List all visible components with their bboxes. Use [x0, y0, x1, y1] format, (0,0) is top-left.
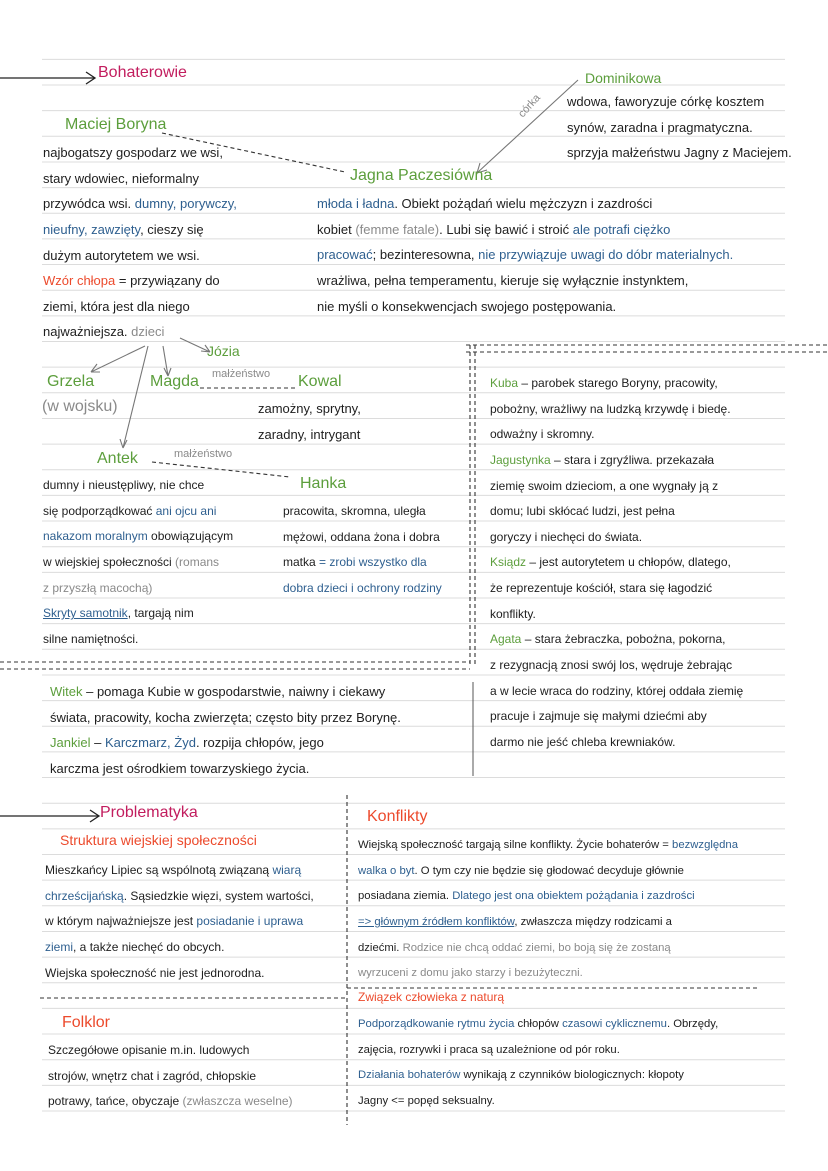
arrow-dzieci-grzela	[91, 346, 145, 372]
text-segment: z rezygnacją znosi swój los, wędruje żebrając	[490, 658, 733, 673]
text-line	[283, 576, 442, 602]
text-segment: . Obrzędy,	[666, 1018, 719, 1030]
text-segment: . rozpija chłopów, jego	[195, 735, 324, 751]
text-segment: wynikają z czynników biologicznych: kłopoty	[460, 1069, 684, 1082]
text-segment: dużym autorytetem we wsi.	[43, 247, 200, 263]
text-segment: Skryty samotnik	[43, 606, 128, 621]
text-segment: przywódca wsi.	[43, 196, 135, 212]
text-segment: Jagny <= popęd seksualny.	[358, 1094, 495, 1107]
name-antek: Antek	[97, 450, 138, 467]
text-line	[567, 89, 792, 115]
text-segment: sprzyja małżeństwu Jagny z Maciejem.	[567, 145, 792, 161]
text-line	[490, 730, 743, 756]
text-segment: – parobek starego Boryny, pracowity,	[518, 376, 718, 390]
dominikowa-description	[567, 89, 792, 166]
text-segment: , targają nim	[127, 606, 194, 621]
text-line	[43, 191, 237, 217]
name-hanka: Hanka	[300, 475, 347, 492]
kowal-description	[258, 396, 361, 447]
text-segment: – jest autorytetem u chłopów, dlatego,	[526, 555, 731, 570]
text-line	[358, 910, 738, 936]
text-segment: świata, pracowity, kocha zwierzęta; często bity przez Borynę.	[50, 709, 401, 725]
text-segment: = przywiązany do	[115, 273, 220, 289]
text-line	[490, 422, 743, 448]
folklore-title: Folklor	[62, 1014, 111, 1031]
text-segment: konflikty.	[490, 606, 536, 621]
text-line	[490, 499, 743, 525]
name-boryna: Maciej Boryna	[65, 116, 167, 133]
text-segment: Ksiądz	[490, 555, 527, 570]
text-segment: w wiejskiej społeczności	[43, 554, 176, 569]
text-line	[43, 268, 237, 294]
name-magda: Magda	[150, 373, 199, 390]
text-line	[490, 397, 743, 423]
text-line	[283, 525, 442, 551]
text-line	[43, 524, 233, 550]
text-line	[490, 679, 743, 705]
text-segment: zaradny, intrygant	[258, 426, 361, 442]
text-segment: ani ojcu ani	[155, 503, 217, 518]
text-line	[43, 576, 233, 602]
text-line	[317, 191, 733, 217]
text-segment: (zwłaszcza weselne)	[182, 1094, 293, 1109]
text-segment: pracuje i zajmuje się małymi dziećmi aby	[490, 709, 707, 724]
text-line	[358, 1038, 718, 1064]
text-segment: wiarą	[272, 863, 302, 877]
text-line	[358, 1063, 718, 1089]
text-segment: chłopów	[514, 1018, 563, 1030]
text-segment: wrażliwa, pełna temperamentu, kieruje się wyłącznie instynktem,	[317, 272, 689, 288]
text-segment: => głównym źródłem konfliktów	[358, 915, 515, 928]
arrow-bohaterowie	[0, 72, 95, 84]
text-segment: wyrzuceni z domu jako starzy i bezużyteczni.	[358, 967, 583, 980]
text-segment: – stara i zgryźliwa. przekazała	[550, 452, 715, 467]
text-line	[490, 525, 743, 551]
text-segment: Jankiel	[50, 735, 91, 751]
hanka-description	[283, 499, 442, 602]
text-segment: silne namiętności.	[43, 631, 139, 646]
name-jozia: Józia	[207, 343, 240, 359]
text-line	[50, 705, 401, 731]
text-segment: odważny i skromny.	[490, 427, 595, 442]
text-segment: Wiejska społeczność nie jest jednorodna.	[45, 965, 265, 980]
text-segment: ziemię swoim dzieciom, a one wygnały ją z	[490, 478, 719, 493]
text-line	[48, 1089, 293, 1115]
text-line	[43, 140, 237, 166]
text-segment: Agata	[490, 632, 522, 647]
text-segment: młoda i ładna	[317, 196, 395, 211]
text-line	[45, 961, 314, 987]
text-segment: . Lubi się bawić i stroić	[439, 221, 573, 237]
text-segment: czasowi cyklicznemu	[562, 1018, 667, 1030]
text-line	[567, 140, 792, 166]
text-line	[490, 448, 743, 474]
text-segment: ziemi	[45, 939, 74, 954]
arrow-dzieci-antek	[120, 346, 148, 448]
text-line	[43, 217, 237, 243]
boryna-description	[43, 140, 237, 345]
text-line	[358, 859, 738, 885]
name-jagna: Jagna Paczesiówna	[350, 167, 493, 184]
text-segment: kobiet	[317, 221, 356, 237]
text-line	[317, 217, 733, 243]
divider-left-bottom	[0, 662, 470, 669]
text-line	[43, 601, 233, 627]
text-segment: synów, zaradna i pragmatyczna.	[567, 119, 753, 135]
text-segment: –	[90, 735, 105, 751]
text-segment: walka o byt	[358, 864, 415, 877]
text-segment: Działania bohaterów	[358, 1069, 461, 1082]
text-line	[43, 550, 233, 576]
text-segment: potrawy, tańce, obyczaje	[48, 1094, 183, 1109]
text-line	[45, 858, 314, 884]
text-line	[317, 268, 733, 294]
conflicts-text	[358, 833, 738, 987]
text-segment: Kuba	[490, 376, 519, 390]
text-segment: Wzór chłopa	[43, 273, 116, 289]
text-line	[358, 833, 738, 859]
text-line	[358, 961, 738, 987]
text-segment: dumny, porywczy,	[134, 196, 237, 212]
text-segment: pracować	[317, 247, 373, 263]
text-segment: posiadana ziemia.	[358, 890, 453, 903]
section-title-problems: Problematyka	[100, 804, 198, 821]
text-line	[43, 627, 233, 653]
witek-jankiel	[50, 679, 401, 782]
text-line	[317, 242, 733, 268]
text-segment: , cieszy się	[140, 221, 204, 237]
text-line	[283, 550, 442, 576]
text-segment: , zwłaszcza między rodzicami a	[514, 915, 672, 928]
text-segment: w którym najważniejsze jest	[45, 914, 197, 929]
text-segment: Witek	[50, 684, 83, 699]
text-line	[48, 1064, 293, 1090]
text-segment: (romans	[175, 554, 220, 569]
name-kowal: Kowal	[298, 373, 342, 390]
text-line	[50, 730, 401, 756]
text-line	[490, 371, 743, 397]
text-line	[567, 115, 792, 141]
jagna-description	[317, 191, 733, 319]
text-line	[358, 1012, 718, 1038]
text-line	[43, 473, 233, 499]
text-line	[258, 422, 361, 448]
arrow-problematyka	[0, 810, 99, 822]
text-line	[50, 679, 401, 705]
text-line	[43, 319, 237, 345]
text-line	[43, 243, 237, 269]
text-segment: Mieszkańcy Lipiec są wspólnotą związaną	[45, 863, 273, 877]
folklore-text	[48, 1038, 293, 1115]
text-segment: z przyszłą macochą)	[43, 580, 153, 595]
text-line	[45, 909, 314, 935]
text-segment: się podporządkować	[43, 503, 156, 518]
section-title-characters: Bohaterowie	[98, 64, 187, 81]
text-segment: strojów, wnętrz chat i zagród, chłopskie	[48, 1068, 257, 1083]
text-segment: posiadanie i uprawa	[196, 914, 304, 929]
text-segment: matka	[283, 555, 320, 570]
text-segment: dzieci	[131, 324, 165, 340]
text-line	[490, 576, 743, 602]
text-segment: . Sąsiedzkie więzi, system wartości,	[123, 888, 314, 903]
text-line	[490, 704, 743, 730]
text-segment: (femme fatale)	[355, 221, 440, 237]
text-segment: = zrobi wszystko dla	[319, 555, 427, 570]
text-segment: nie przywiązuje uwagi do dóbr materialnych.	[478, 247, 734, 263]
arrow-dominikowa-jagna	[477, 80, 578, 173]
text-segment: a w lecie wraca do rodziny, której oddała ziemię	[490, 683, 744, 698]
text-segment: chrześcijańską	[45, 888, 124, 903]
text-segment: zajęcia, rozrywki i praca są uzależnione od pór roku.	[358, 1043, 620, 1056]
text-segment: nieufny, zawzięty	[43, 221, 141, 237]
name-grzela: Grzela	[47, 373, 95, 390]
text-segment: pracowita, skromna, uległa	[283, 504, 426, 518]
text-line	[283, 499, 442, 525]
other-characters	[490, 371, 743, 756]
antek-description	[43, 473, 233, 652]
text-segment: . O tym czy nie będzie się głodować decyduje głównie	[414, 864, 684, 877]
text-segment: nie myśli o konsekwencjach swojego postępowania.	[317, 298, 617, 314]
text-segment: Wiejską społeczność targają silne konflikty. Życie bohaterów =	[358, 839, 673, 851]
text-line	[43, 166, 237, 192]
relation-label: córka	[516, 92, 543, 121]
text-line	[258, 396, 361, 422]
text-segment: domu; lubi skłócać ludzi, jest pełna	[490, 504, 675, 519]
text-segment: karczma jest ośrodkiem towarzyskiego życia.	[50, 760, 310, 776]
text-segment: Podporządkowanie rytmu życia	[358, 1018, 515, 1030]
structure-title: Struktura wiejskiej społeczności	[60, 832, 257, 848]
text-segment: ; bezinteresowna,	[372, 247, 479, 263]
text-segment: dziećmi.	[358, 941, 403, 954]
text-segment: Szczegółowe opisanie m.in. ludowych	[48, 1043, 250, 1057]
text-segment: bezwzględna	[672, 839, 738, 851]
text-segment: – stara żebraczka, pobożna, pokorna,	[521, 632, 726, 647]
text-segment: – pomaga Kubie w gospodarstwie, naiwny i ciekawy	[82, 684, 386, 699]
text-segment: Karczmarz, Żyd	[104, 735, 196, 751]
conflicts-title: Konflikty	[367, 808, 428, 825]
text-line	[490, 602, 743, 628]
text-line	[50, 756, 401, 782]
text-line	[358, 884, 738, 910]
text-segment: ale potrafi ciężko	[572, 221, 671, 237]
text-segment: Rodzice nie chcą oddać ziemi, bo boją się że zostaną	[402, 941, 671, 954]
text-segment: obowiązującym	[147, 529, 234, 544]
text-line	[317, 294, 733, 320]
text-segment: mężowi, oddana żona i dobra	[283, 529, 440, 544]
text-segment: Dlatego jest ona obiektem pożądania i zazdrości	[452, 890, 695, 903]
marriage-label-magda: małżeństwo	[212, 368, 271, 380]
text-segment: dumny i nieustępliwy, nie chce	[43, 478, 205, 492]
text-segment: pobożny, wrażliwy na ludzką krzywdę i biedę.	[490, 401, 731, 416]
text-segment: najważniejsza.	[43, 324, 132, 340]
text-segment: stary wdowiec, nieformalny	[43, 170, 200, 186]
text-line	[358, 1089, 718, 1115]
marriage-label-antek: małżeństwo	[174, 448, 233, 460]
nature-text	[358, 1012, 718, 1115]
text-line	[490, 474, 743, 500]
grzela-note: (w wojsku)	[42, 398, 118, 415]
text-segment: nakazom moralnym	[43, 529, 148, 544]
text-line	[43, 499, 233, 525]
text-segment: Jagustynka	[490, 452, 551, 467]
text-segment: darmo nie jeść chleba krewniaków.	[490, 734, 676, 749]
structure-text	[45, 858, 314, 986]
text-segment: , a także niechęć do obcych.	[73, 939, 225, 954]
text-line	[43, 294, 237, 320]
text-segment: najbogatszy gospodarz we wsi,	[43, 145, 223, 160]
text-segment: . Obiekt pożądań wielu mężczyzn i zazdrości	[394, 196, 653, 211]
text-line	[45, 884, 314, 910]
text-segment: że reprezentuje kościół, stara się łagodzić	[490, 581, 713, 596]
text-segment: ziemi, która jest dla niego	[43, 298, 190, 314]
text-line	[490, 653, 743, 679]
box-top	[466, 345, 828, 352]
text-segment: goryczy i niechęci do świata.	[490, 529, 643, 544]
text-line	[490, 627, 743, 653]
text-line	[490, 550, 743, 576]
name-dominikowa: Dominikowa	[585, 70, 662, 86]
text-segment: zamożny, sprytny,	[258, 401, 361, 416]
text-line	[45, 935, 314, 961]
text-line	[48, 1038, 293, 1064]
text-segment: dobra dzieci i ochrony rodziny	[283, 580, 442, 595]
nature-title: Związek człowieka z naturą	[358, 990, 505, 1004]
text-line	[358, 936, 738, 962]
text-segment: wdowa, faworyzuje córkę kosztem	[567, 94, 765, 109]
